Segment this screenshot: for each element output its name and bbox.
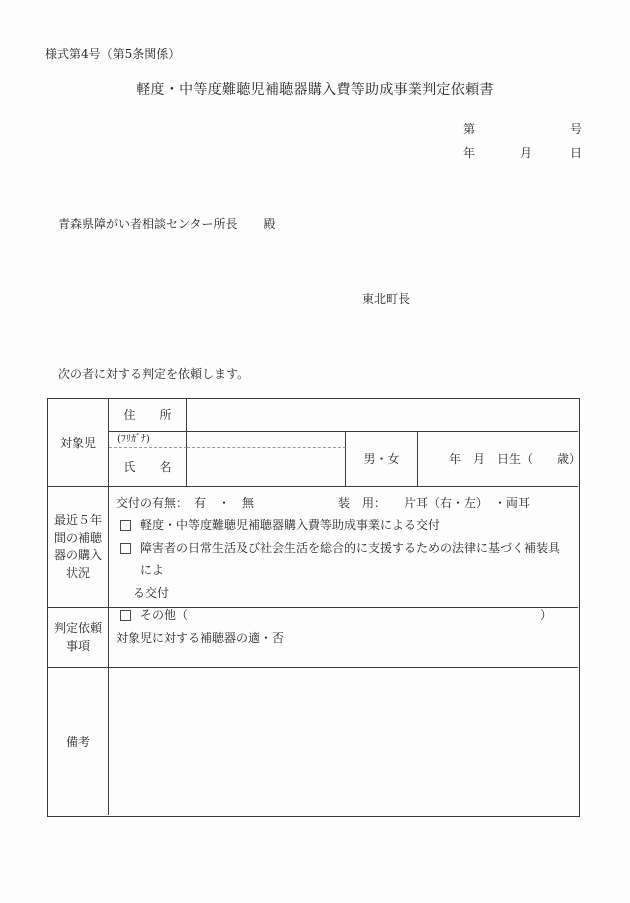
- checkbox-icon[interactable]: [120, 543, 131, 554]
- judgment-request-content: 対象児に対する補聴器の適・否: [109, 608, 578, 668]
- row-header-target-child: 対象児: [48, 399, 109, 487]
- sender-name: 東北町長: [362, 292, 411, 306]
- row-header-remarks: 備考: [48, 668, 109, 815]
- remarks-value-field[interactable]: [109, 668, 578, 815]
- recipient-honorific: 殿: [263, 217, 276, 231]
- history-option-support-law: [116, 537, 570, 582]
- date-year-label: 年: [463, 146, 476, 160]
- date-day-label: 日: [570, 146, 583, 160]
- history-option-subsidy-label: 軽度・中等度難聴児補聴器購入費等助成事業による交付: [140, 518, 441, 533]
- row-header-purchase-history: [48, 487, 109, 608]
- history-option-other-close-paren: ）: [539, 608, 552, 623]
- address-label: 住 所: [109, 399, 187, 432]
- date-month-label: 月: [520, 146, 533, 160]
- purchase-history-header-line: 状況: [65, 565, 90, 580]
- doc-number-prefix-label: 第: [463, 122, 476, 136]
- history-option-other-label: その他（: [140, 608, 189, 623]
- purchase-history-header-line: 器の購入: [53, 548, 102, 562]
- history-option-subsidy: [116, 514, 570, 536]
- purchase-history-header-line: 間の補聴: [53, 530, 102, 545]
- judgment-request-table: [47, 398, 580, 817]
- intro-sentence: 次の者に対する判定を依頼します。: [58, 367, 250, 381]
- history-option-support-law-continuation: る交付: [133, 585, 170, 600]
- recipient-name: 青森県障がい者相談センター所長: [58, 217, 238, 231]
- history-option-support-law-label: 障害者の日常生活及び社会生活を総合的に支援するための法律に基づく補装具によ: [140, 540, 561, 578]
- purchase-history-content: [109, 487, 578, 623]
- doc-number-suffix-label: 号: [570, 122, 583, 136]
- issuance-wear-line: 交付の有無： 有 ・ 無 装 用： 片耳（右・左） ・両耳: [116, 496, 531, 510]
- page-title: 軽度・中等度難聴児補聴器購入費等助成事業判定依頼書: [136, 82, 494, 98]
- furigana-value-field[interactable]: [187, 432, 346, 448]
- furigana-label: (ﾌﾘｶﾞﾅ): [109, 432, 187, 448]
- address-value-field[interactable]: [187, 399, 578, 432]
- checkbox-icon[interactable]: [120, 520, 131, 531]
- judgment-header-line: 判定依頼: [53, 621, 102, 635]
- sex-options-label: 男・女: [346, 432, 418, 487]
- judgment-header-line: 事項: [65, 638, 90, 653]
- purchase-history-header-line: 最近５年: [53, 513, 102, 527]
- recipient-line: [58, 218, 276, 230]
- form-number: 様式第4号（第5条関係）: [45, 47, 181, 61]
- name-label: 氏 名: [109, 448, 187, 487]
- row-header-judgment-request: [48, 608, 109, 668]
- name-value-field[interactable]: [187, 448, 346, 487]
- birthdate-format-label: 年 月 日生（ 歳）: [418, 432, 578, 487]
